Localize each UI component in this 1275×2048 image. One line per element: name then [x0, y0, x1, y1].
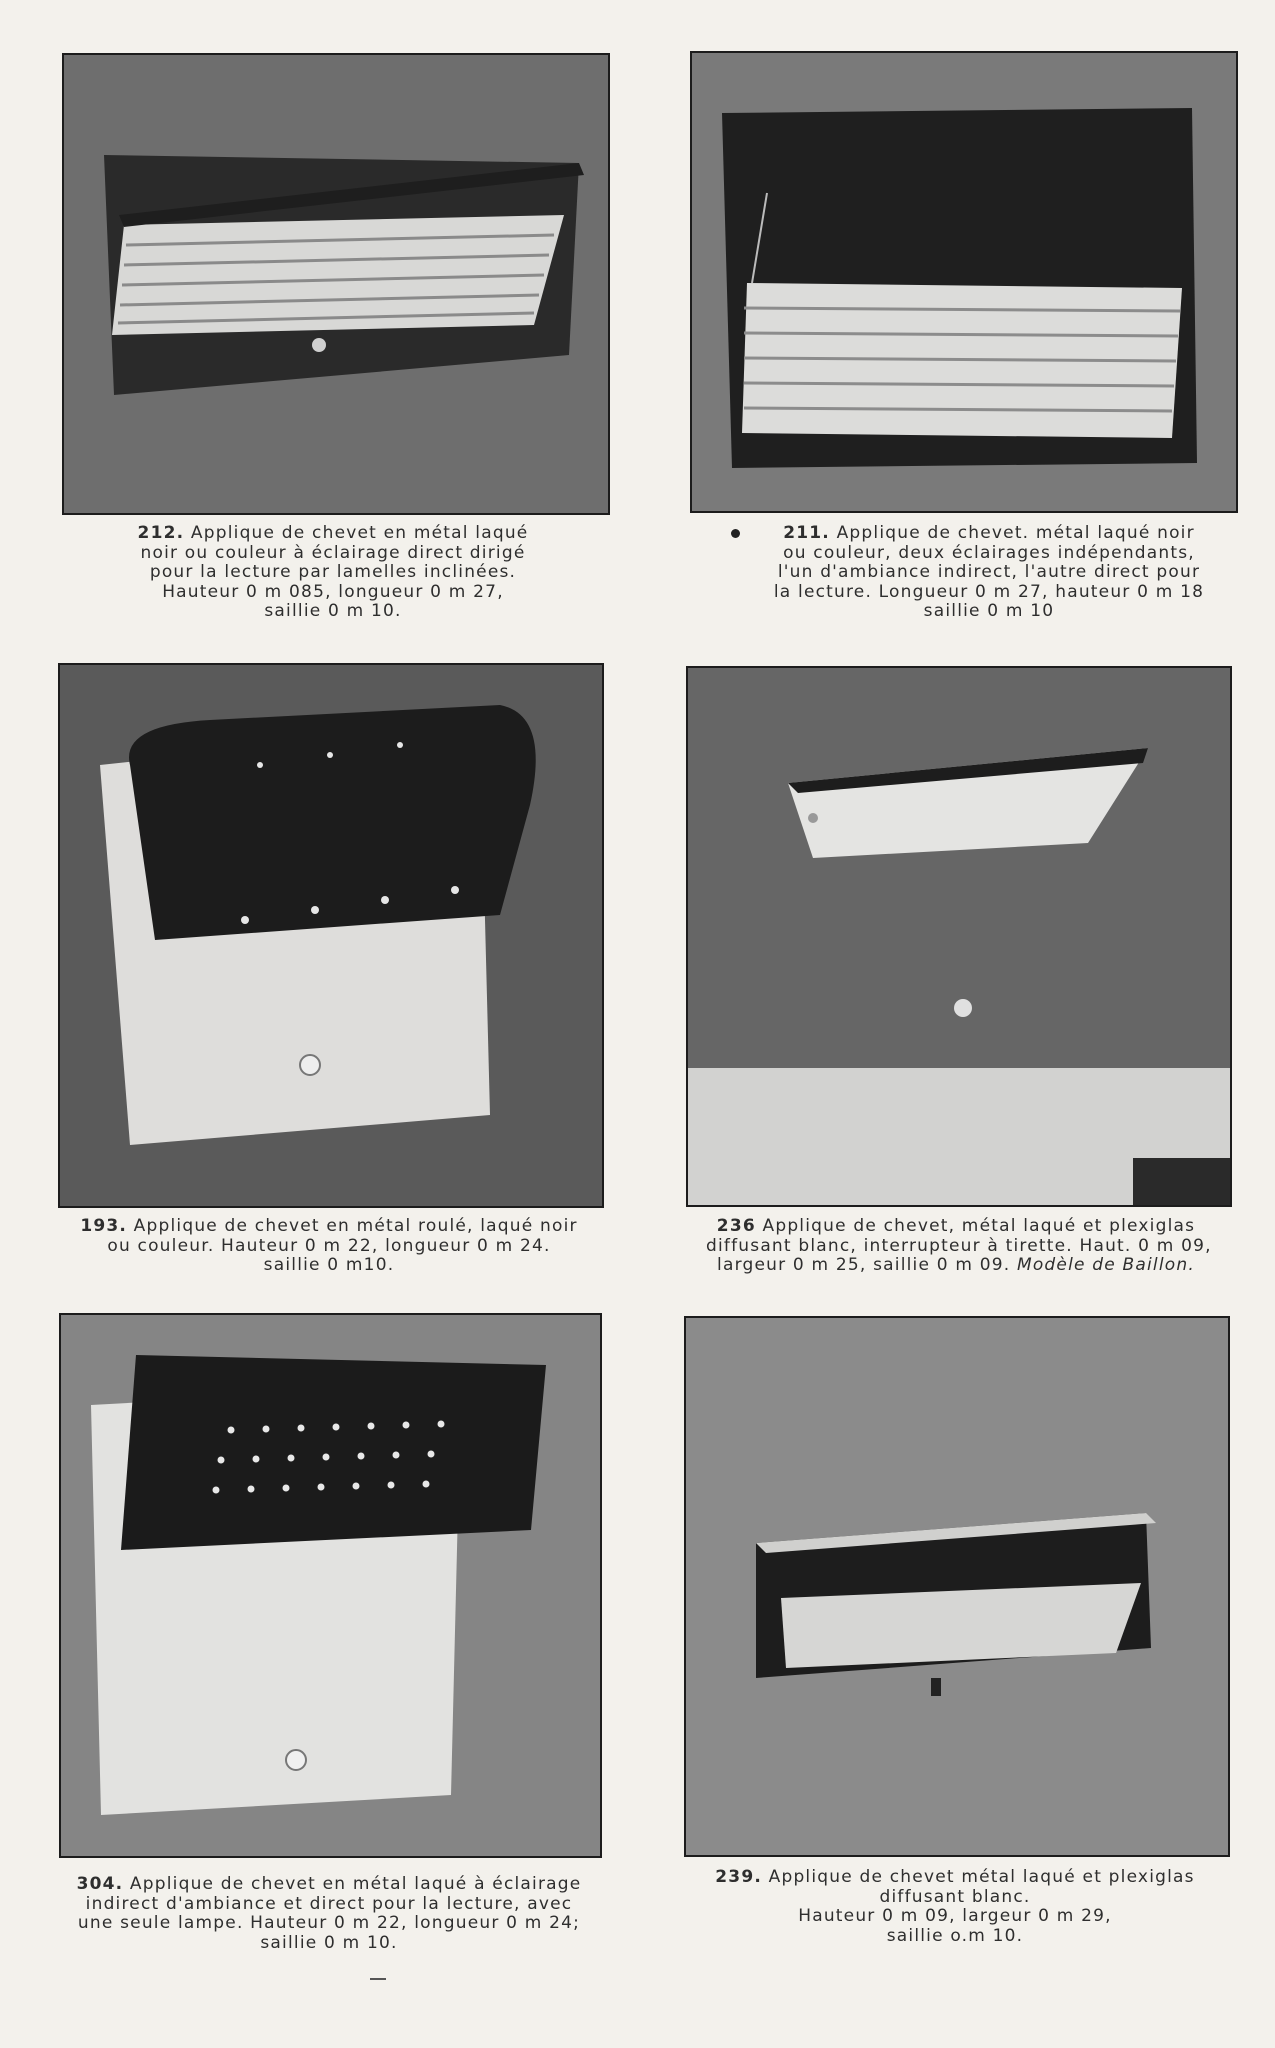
caption-line: Hauteur 0 m 085, longueur 0 m 27, [162, 581, 504, 602]
caption-193 [78, 1217, 580, 1276]
caption-line: Applique de chevet en métal roulé, laqué noir [133, 1216, 578, 1236]
lamp-photo-304 [59, 1313, 602, 1858]
caption-line: Hauteur 0 m 09, largeur 0 m 29, [798, 1906, 1112, 1926]
caption-line: diffusant blanc. [879, 1886, 1031, 1907]
caption-line: noir ou couleur à éclairage direct dirigé [140, 542, 526, 563]
item-number: 236 [716, 1216, 756, 1236]
caption-line: largeur 0 m 25, saillie 0 m 09. [717, 1255, 1011, 1275]
caption-line: une seule lampe. Hauteur 0 m 22, longueur 0 m 24; [77, 1913, 581, 1933]
caption-line: Applique de chevet, métal laqué et plexiglas [762, 1216, 1196, 1236]
lamp-photo-211 [690, 51, 1238, 513]
page-mark-icon [370, 1978, 386, 1980]
caption-304 [72, 1875, 586, 1953]
caption-line: saillie 0 m 10. [260, 1932, 398, 1953]
caption-line: la lecture. Longueur 0 m 27, hauteur 0 m 18 [773, 581, 1205, 602]
item-number: 304. [76, 1874, 124, 1894]
caption-line: diffusant blanc, interrupteur à tirette. Haut. 0 m 09, [706, 1235, 1212, 1256]
caption-212 [108, 524, 558, 622]
lamp-photo-212 [62, 53, 610, 515]
caption-211 [758, 524, 1220, 622]
lamp-photo-236 [686, 666, 1232, 1207]
caption-line: saillie 0 m 10. [264, 601, 402, 621]
lamp-photo-193 [58, 663, 604, 1208]
item-number: 212. [137, 523, 185, 543]
caption-line: saillie 0 m 10 [923, 601, 1055, 621]
caption-line: pour la lecture par lamelles inclinées. [149, 562, 517, 582]
caption-line: Applique de chevet en métal laqué [190, 523, 529, 543]
caption-line: saillie o.m 10. [886, 1925, 1024, 1946]
designer-note: Modèle de Baillon. [1016, 1255, 1195, 1275]
caption-line: indirect d'ambiance et direct pour la lecture, avec [85, 1893, 573, 1914]
item-number: 239. [715, 1867, 763, 1887]
caption-line: ou couleur, deux éclairages indépendants, [783, 542, 1195, 563]
caption-line: Applique de chevet en métal laqué à éclairage [129, 1874, 582, 1894]
caption-line: ou couleur. Hauteur 0 m 22, longueur 0 m 24. [107, 1235, 551, 1256]
item-number: 211. [783, 523, 830, 543]
lamp-photo-239 [684, 1316, 1230, 1857]
caption-239 [702, 1868, 1208, 1946]
availability-bullet-icon [731, 529, 740, 538]
caption-line: Applique de chevet. métal laqué noir [836, 523, 1195, 543]
item-number: 193. [80, 1216, 128, 1236]
caption-236 [706, 1216, 1212, 1276]
caption-line: Applique de chevet métal laqué et plexiglas [768, 1867, 1195, 1887]
caption-line: saillie 0 m10. [263, 1255, 395, 1275]
caption-line: l'un d'ambiance indirect, l'autre direct pour [777, 562, 1201, 582]
